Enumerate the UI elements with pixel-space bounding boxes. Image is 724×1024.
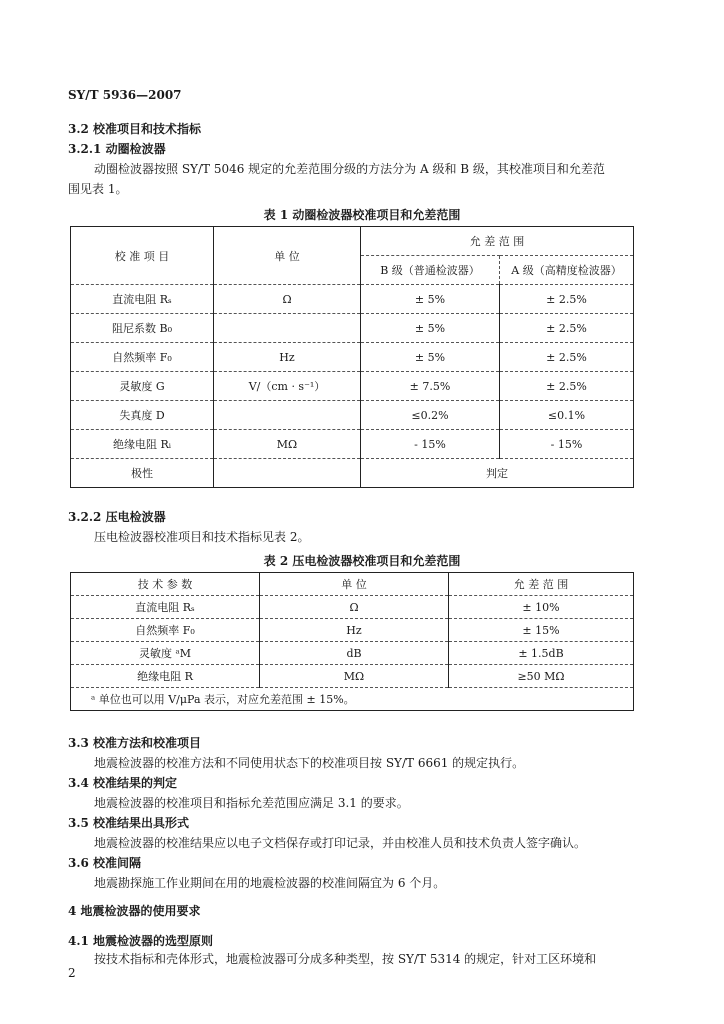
table1-grade-b-value: ± 5%	[361, 285, 500, 314]
table2-tolerance: ± 1.5dB	[449, 642, 634, 665]
table-row	[71, 372, 634, 401]
table2-tolerance: ± 10%	[449, 596, 634, 619]
table2-unit: MΩ	[260, 665, 449, 688]
table1-grade-b-value: ± 5%	[361, 314, 500, 343]
section-3-5-text: 地震检波器的校准结果应以电子文档保存或打印记录，并由校准人员和技术负责人签字确认。	[94, 836, 587, 850]
table1-unit	[214, 314, 361, 343]
table2-header-tolerance: 允 差 范 围	[449, 573, 634, 596]
table2-tolerance: ± 15%	[449, 619, 634, 642]
table1-grade-b-value: - 15%	[361, 430, 500, 459]
table1-item: 灵敏度 G	[71, 372, 214, 401]
table1-item: 阻尼系数 B₀	[71, 314, 214, 343]
table1-polarity-value: 判定	[361, 459, 634, 488]
table1	[70, 226, 634, 488]
table2-param: 直流电阻 Rₛ	[71, 596, 260, 619]
table1-unit: V/（cm · s⁻¹）	[214, 372, 361, 401]
standard-code: SY/T 5936—2007	[68, 88, 182, 102]
table1-header-tolerance: 允 差 范 围	[361, 227, 634, 256]
section-3-2-1-title: 3.2.1 动圈检波器	[68, 142, 166, 156]
table2-header-param: 技 术 参 数	[137, 578, 193, 591]
section-3-2-2-title: 3.2.2 压电检波器	[68, 510, 166, 524]
table1-header-item: 校 准 项 目	[114, 249, 170, 263]
table1-item: 绝缘电阻 Rᵢ	[71, 430, 214, 459]
table2-param: 自然频率 F₀	[71, 619, 260, 642]
table1-unit	[214, 401, 361, 430]
section-4-1-text: 按技术指标和壳体形式，地震检波器可分成多种类型，按 SY/T 5314 的规定，针对工区环境和	[94, 952, 597, 966]
table1-caption: 表 1 动圈检波器校准项目和允差范围	[263, 208, 461, 222]
table-row	[71, 642, 634, 665]
table1-header-grade-a: A 级（高精度检波器）	[500, 256, 634, 285]
table2-param: 灵敏度 ᵃM	[71, 642, 260, 665]
section-3-6-text: 地震勘探施工作业期间在用的地震检波器的校准间隔宜为 6 个月。	[94, 876, 446, 890]
table1-header-row	[71, 227, 634, 256]
section-3-2-title: 3.2 校准项目和技术指标	[68, 122, 202, 136]
table1-grade-a-value: ± 2.5%	[500, 372, 634, 401]
section-3-4-title: 3.4 校准结果的判定	[68, 776, 178, 790]
table1-grade-a-value: ± 2.5%	[500, 285, 634, 314]
table2-caption: 表 2 压电检波器校准项目和允差范围	[263, 554, 461, 568]
table2	[70, 572, 634, 711]
table2-unit: dB	[260, 642, 449, 665]
table1-item: 直流电阻 Rₛ	[71, 285, 214, 314]
table1-header-unit: 单 位	[214, 227, 361, 285]
table1-header-grade-b: B 级（普通检波器）	[361, 256, 500, 285]
table2-unit: Ω	[260, 596, 449, 619]
table1-unit: Hz	[214, 343, 361, 372]
section-4-title: 4 地震检波器的使用要求	[68, 904, 201, 918]
table-row	[71, 665, 634, 688]
table2-footnote: ᵃ 单位也可以用 V/μPa 表示，对应允差范围 ± 15%。	[71, 688, 634, 711]
table1-grade-b-value: ± 5%	[361, 343, 500, 372]
table-row	[71, 285, 634, 314]
table2-header-row	[71, 573, 634, 596]
section-4-1-title: 4.1 地震检波器的选型原则	[68, 934, 214, 948]
table2-note-row	[71, 688, 634, 711]
table1-item: 极性	[71, 459, 214, 488]
table1-grade-a-value: ± 2.5%	[500, 343, 634, 372]
table-row	[71, 459, 634, 488]
section-3-2-1-text-line1: 动圈检波器按照 SY/T 5046 规定的允差范围分级的方法分为 A 级和 B 级，其校准项目和允差范	[94, 162, 605, 176]
table-row	[71, 619, 634, 642]
table1-grade-b-value: ≤0.2%	[361, 401, 500, 430]
table1-grade-b-value: ± 7.5%	[361, 372, 500, 401]
table1-unit	[214, 459, 361, 488]
table-row	[71, 401, 634, 430]
table1-item: 失真度 D	[71, 401, 214, 430]
section-3-4-text: 地震检波器的校准项目和指标允差范围应满足 3.1 的要求。	[94, 796, 409, 810]
page-number: 2	[68, 966, 76, 980]
section-3-2-2-text: 压电检波器校准项目和技术指标见表 2。	[94, 530, 310, 544]
table-row	[71, 314, 634, 343]
section-3-6-title: 3.6 校准间隔	[68, 856, 142, 870]
table1-unit: Ω	[214, 285, 361, 314]
section-3-2-1-text-line2: 围见表 1。	[68, 182, 128, 196]
table2-header-unit: 单 位	[260, 573, 449, 596]
table2-tolerance: ≥50 MΩ	[449, 665, 634, 688]
table2-unit: Hz	[260, 619, 449, 642]
table-row	[71, 596, 634, 619]
table1-item: 自然频率 F₀	[71, 343, 214, 372]
table1-grade-a-value: ≤0.1%	[500, 401, 634, 430]
table2-param: 绝缘电阻 R	[71, 665, 260, 688]
table1-grade-a-value: - 15%	[500, 430, 634, 459]
table-row	[71, 430, 634, 459]
table1-grade-a-value: ± 2.5%	[500, 314, 634, 343]
table-row	[71, 343, 634, 372]
table1-unit: MΩ	[214, 430, 361, 459]
section-3-3-text: 地震检波器的校准方法和不同使用状态下的校准项目按 SY/T 6661 的规定执行。	[94, 756, 525, 770]
section-3-3-title: 3.3 校准方法和校准项目	[68, 736, 202, 750]
section-3-5-title: 3.5 校准结果出具形式	[68, 816, 190, 830]
